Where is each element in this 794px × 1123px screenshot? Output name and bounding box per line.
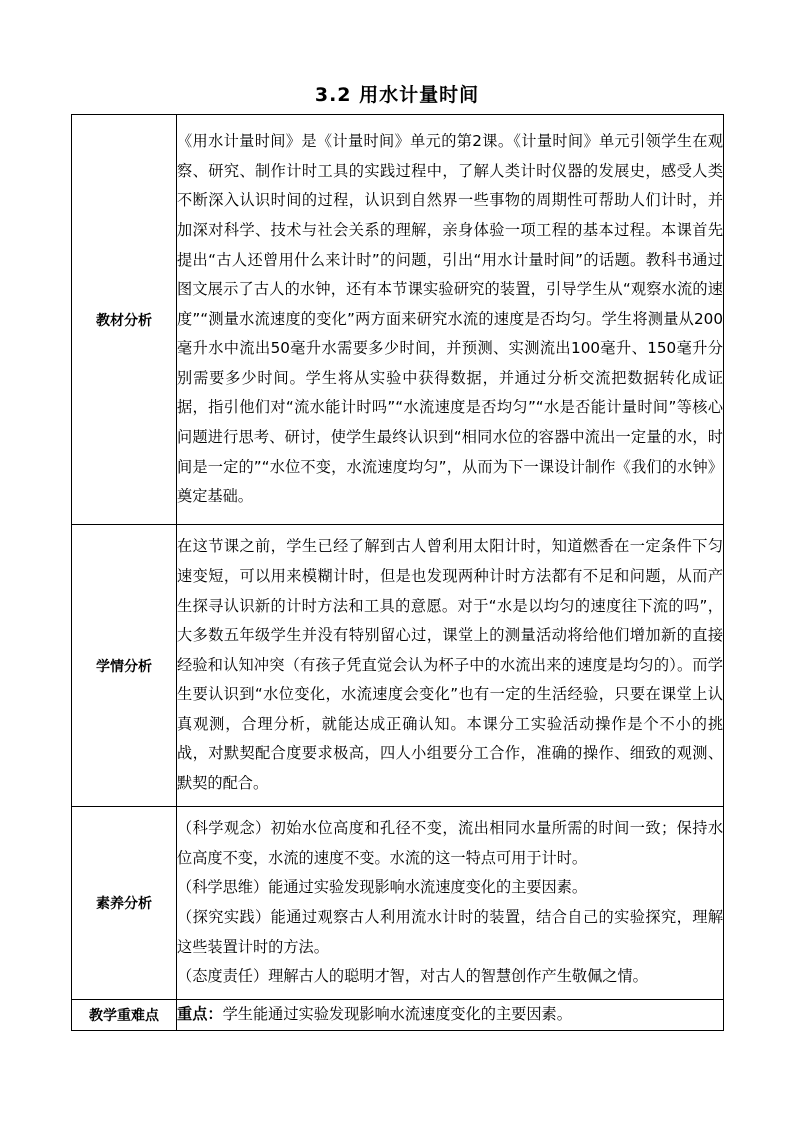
row-label-competency-analysis: 素养分析	[72, 807, 177, 1000]
table-row-key-points	[72, 1000, 724, 1031]
competency-paragraph-inquiry-practice: （探究实践）能通过观察古人利用流水计时的装置，结合自己的实验探究，理解这些装置计时的方法。	[177, 908, 723, 956]
competency-paragraph-attitude: （态度责任）理解古人的聪明才智，对古人的智慧创作产生敬佩之情。	[177, 967, 648, 986]
competency-paragraph-science-concept: （科学观念）初始水位高度和孔径不变，流出相同水量所需的时间一致；保持水位高度不变，水流的速度不变。水流的这一特点可用于计时。	[177, 819, 723, 867]
row-label-textbook-analysis: 教材分析	[72, 115, 177, 525]
row-label-learner-analysis: 学情分析	[72, 525, 177, 807]
textbook-analysis-content	[177, 115, 724, 525]
row-label-key-points: 教学重难点	[72, 1000, 177, 1031]
table-row-learner-analysis	[72, 525, 724, 807]
textbook-analysis-paragraph: 《用水计量时间》是《计量时间》单元的第2课。《计量时间》单元引领学生在观察、研究、制作计时工具的实践过程中，了解人类计时仪器的发展史，感受人类不断深入认识时间的过程，认识到自然界一些事物的周期性可帮助人们计时，并加深对科学、技术与社会关系的理解，亲身体验一项工程的基本过程。本课首先提出“古人还曾用什么来计时”的问题，引出“用水计量时间”的话题。教科书通过图文展示了古人的水钟，还有本节课实验研究的装置，引导学生从“观察水流的速度”“测量水流速度的变化”两方面来研究水流的速度是否均匀。学生将测量从200毫升水中流出50毫升水需要多少时间，并预测、实测流出100毫升、150毫升分别需要多少时间。学生将从实验中获得数据，并通过分析交流把数据转化成证据，指引他们对“流水能计时吗”“水流速度是否均匀”“水是否能计量时间”等核心问题进行思考、研讨，使学生最终认识到“相同水位的容器中流出一定量的水，时间是一定的”“水位不变，水流速度均匀”，从而为下一课设计制作《我们的水钟》奠定基础。	[177, 132, 723, 506]
page-title: 3.2 用水计量时间	[314, 84, 480, 106]
key-points-content	[177, 1000, 724, 1031]
table-row-competency-analysis	[72, 807, 724, 1000]
competency-analysis-content	[177, 807, 724, 1000]
learner-analysis-content	[177, 525, 724, 807]
key-point-label: 重点：	[177, 1005, 223, 1024]
lesson-analysis-table	[71, 114, 724, 1031]
table-row-textbook-analysis	[72, 115, 724, 525]
key-point-text: 学生能通过实验发现影响水流速度变化的主要因素。	[222, 1005, 572, 1024]
learner-analysis-paragraph: 在这节课之前，学生已经了解到古人曾利用太阳计时，知道燃香在一定条件下匀速变短，可以用来模糊计时，但是也发现两种计时方法都有不足和问题，从而产生探寻认识新的计时方法和工具的意愿。对于“水是以均匀的速度往下流的吗”，大多数五年级学生并没有特别留心过，课堂上的测量活动将给他们增加新的直接经验和认知冲突（有孩子凭直觉会认为杯子中的水流出来的速度是均匀的）。而学生要认识到“水位变化，水流速度会变化”也有一定的生活经验，只要在课堂上认真观测，合理分析，就能达成正确认知。本课分工实验活动操作是个不小的挑战，对默契配合度要求极高，四人小组要分工合作，准确的操作、细致的观测、默契的配合。	[177, 537, 723, 793]
competency-paragraph-science-thinking: （科学思维）能通过实验发现影响水流速度变化的主要因素。	[177, 878, 588, 897]
